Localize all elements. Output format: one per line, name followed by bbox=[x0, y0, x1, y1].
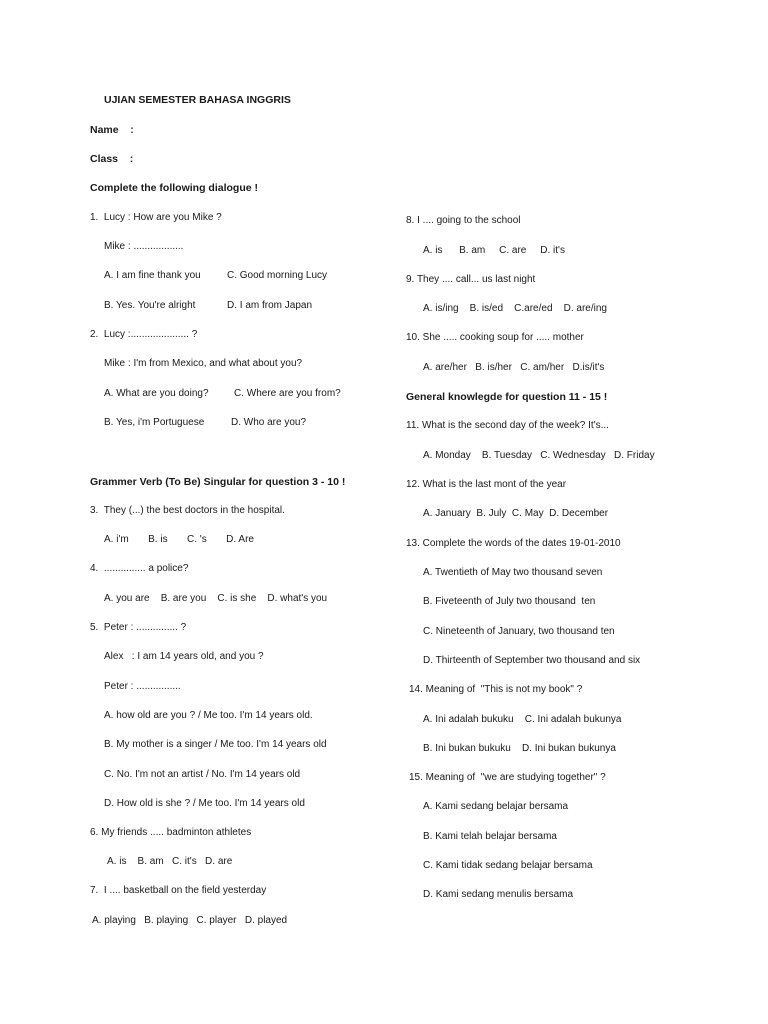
q2-option-a: A. What are you doing? bbox=[104, 388, 209, 399]
q1-option-a: A. I am fine thank you bbox=[104, 270, 201, 281]
q6-prompt: 6. My friends ..... badminton athletes bbox=[90, 827, 252, 838]
q2-reply: Mike : I'm from Mexico, and what about you? bbox=[104, 358, 303, 369]
q14-options-bd: B. Ini bukan bukuku D. Ini bukan bukunya bbox=[423, 743, 616, 754]
q2-prompt: 2. Lucy :..................... ? bbox=[90, 329, 198, 340]
q9-prompt: 9. They .... call... us last night bbox=[406, 274, 536, 285]
q2-option-d: D. Who are you? bbox=[231, 417, 307, 428]
q9-options: A. is/ing B. is/ed C.are/ed D. are/ing bbox=[423, 303, 607, 314]
q3-prompt: 3. They (...) the best doctors in the hospital. bbox=[90, 505, 285, 516]
q1-prompt: 1. Lucy : How are you Mike ? bbox=[90, 212, 222, 223]
class-label: Class : bbox=[90, 153, 134, 165]
q8-options: A. is B. am C. are D. it's bbox=[423, 245, 565, 256]
q7-prompt: 7. I .... basketball on the field yesterday bbox=[90, 885, 267, 896]
q13-option-b: B. Fiveteenth of July two thousand ten bbox=[423, 596, 596, 607]
q5-alex-line: Alex : I am 14 years old, and you ? bbox=[104, 651, 264, 662]
section-heading-grammar: Grammer Verb (To Be) Singular for question 3 - 10 ! bbox=[90, 476, 346, 488]
q15-option-c: C. Kami tidak sedang belajar bersama bbox=[423, 860, 593, 871]
q1-option-b: B. Yes. You're alright bbox=[104, 300, 196, 311]
q5-option-c: C. No. I'm not an artist / No. I'm 14 years old bbox=[104, 769, 301, 780]
q5-prompt: 5. Peter : ............... ? bbox=[90, 622, 187, 633]
q6-options: A. is B. am C. it's D. are bbox=[107, 856, 233, 867]
q11-prompt: 11. What is the second day of the week? It's... bbox=[406, 420, 609, 431]
q15-option-b: B. Kami telah belajar bersama bbox=[423, 831, 557, 842]
q12-options: A. January B. July C. May D. December bbox=[423, 508, 609, 519]
q5-peter-line: Peter : ................ bbox=[104, 681, 181, 692]
q1-reply: Mike : .................. bbox=[104, 241, 184, 252]
q15-option-a: A. Kami sedang belajar bersama bbox=[423, 801, 569, 812]
q8-prompt: 8. I .... going to the school bbox=[406, 215, 521, 226]
q14-prompt: 14. Meaning of "This is not my book" ? bbox=[409, 684, 583, 695]
q1-option-d: D. I am from Japan bbox=[227, 300, 313, 311]
q10-prompt: 10. She ..... cooking soup for ..... mother bbox=[406, 332, 584, 343]
q5-option-a: A. how old are you ? / Me too. I'm 14 years old. bbox=[104, 710, 313, 721]
q4-options: A. you are B. are you C. is she D. what's you bbox=[104, 593, 328, 604]
q15-prompt: 15. Meaning of "we are studying together" ? bbox=[409, 772, 606, 783]
q13-option-c: C. Nineteenth of January, two thousand ten bbox=[423, 626, 615, 637]
q11-options: A. Monday B. Tuesday C. Wednesday D. Friday bbox=[423, 450, 655, 461]
name-label: Name : bbox=[90, 124, 134, 136]
q13-option-d: D. Thirteenth of September two thousand and six bbox=[423, 655, 641, 666]
q15-option-d: D. Kami sedang menulis bersama bbox=[423, 889, 574, 900]
q2-option-c: C. Where are you from? bbox=[234, 388, 341, 399]
q14-options-ac: A. Ini adalah bukuku C. Ini adalah bukunya bbox=[423, 714, 622, 725]
q4-prompt: 4. ............... a police? bbox=[90, 563, 189, 574]
q2-option-b: B. Yes, i'm Portuguese bbox=[104, 417, 205, 428]
q7-options: A. playing B. playing C. player D. played bbox=[92, 915, 288, 926]
q5-option-b: B. My mother is a singer / Me too. I'm 14 years old bbox=[104, 739, 327, 750]
q1-option-c: C. Good morning Lucy bbox=[227, 270, 328, 281]
q3-options: A. i'm B. is C. 's D. Are bbox=[104, 534, 254, 545]
q10-options: A. are/her B. is/her C. am/her D.is/it's bbox=[423, 362, 605, 373]
q13-prompt: 13. Complete the words of the dates 19-01-2010 bbox=[406, 538, 621, 549]
section-heading-general: General knowlegde for question 11 - 15 ! bbox=[406, 391, 608, 403]
page-title: UJIAN SEMESTER BAHASA INGGRIS bbox=[104, 94, 291, 106]
q13-option-a: A. Twentieth of May two thousand seven bbox=[423, 567, 603, 578]
dialogue-instruction: Complete the following dialogue ! bbox=[90, 182, 258, 194]
q12-prompt: 12. What is the last mont of the year bbox=[406, 479, 567, 490]
q5-option-d: D. How old is she ? / Me too. I'm 14 years old bbox=[104, 798, 305, 809]
